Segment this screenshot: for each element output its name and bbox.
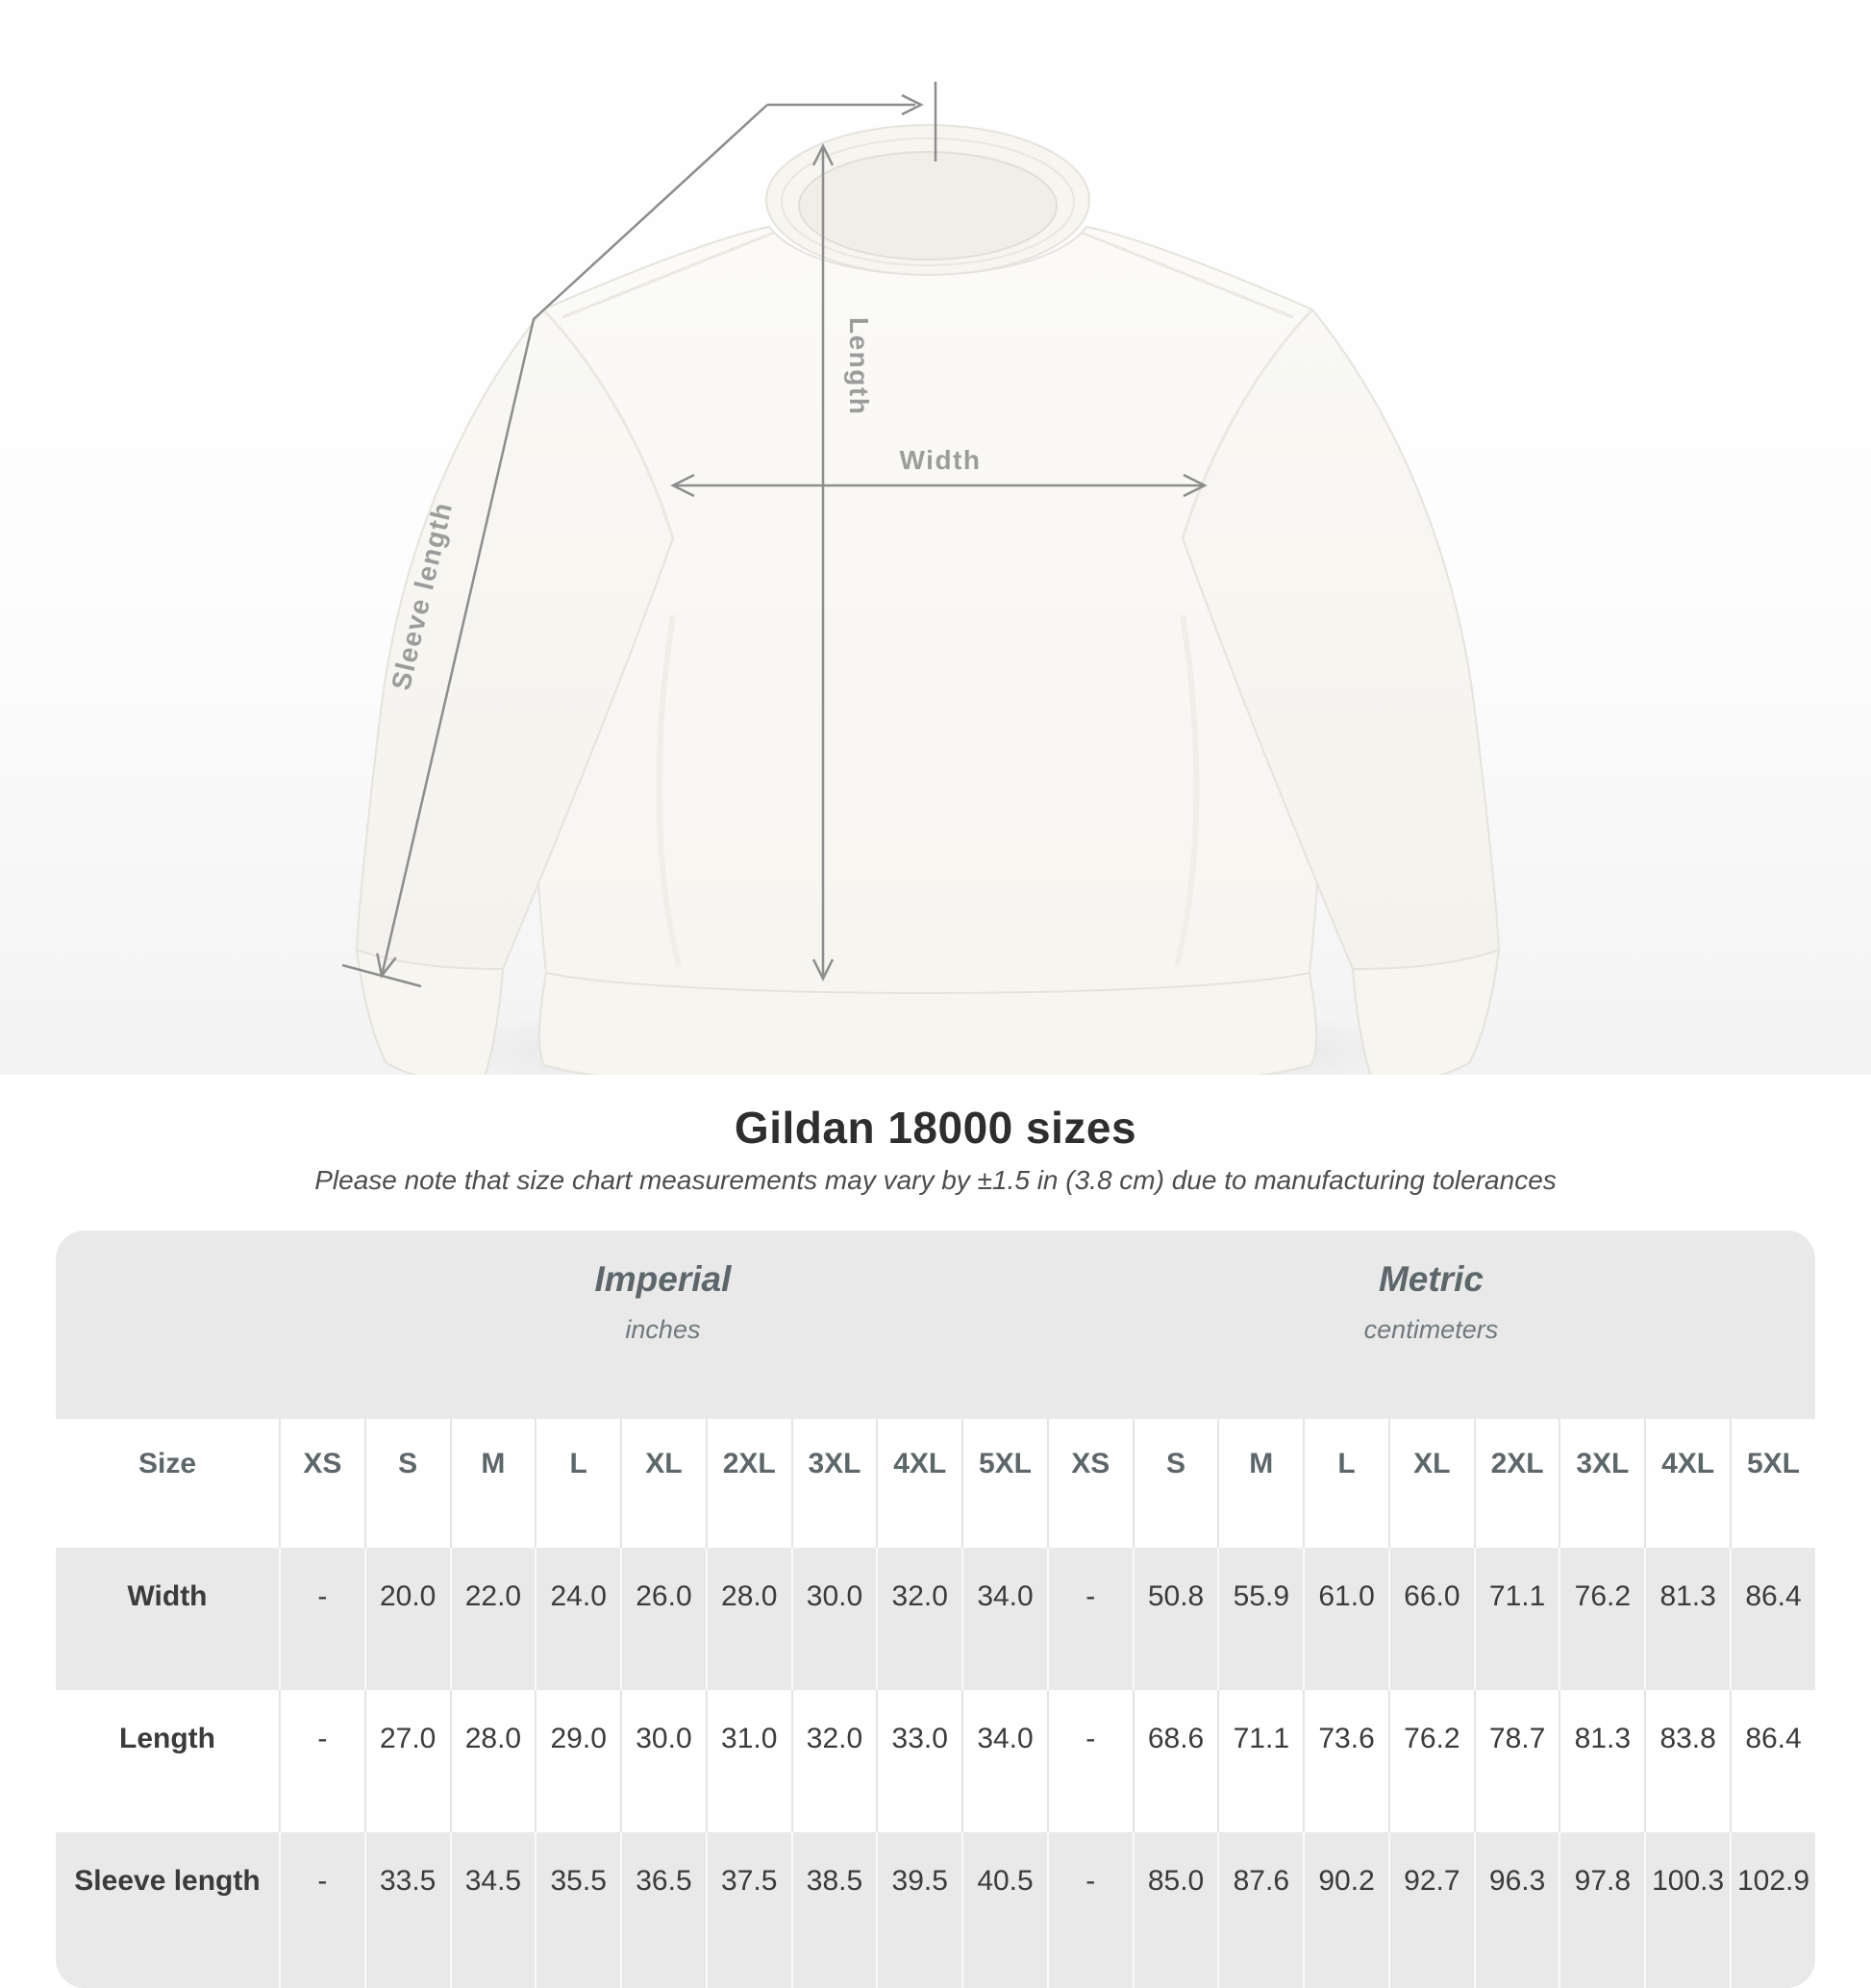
value-cell: 86.4 (1730, 1690, 1815, 1832)
value-cell: - (279, 1690, 364, 1832)
unit-group-row (56, 1230, 1815, 1419)
row-label: Length (56, 1690, 279, 1832)
sleeve-length-annotation-label: Sleeve length (386, 498, 459, 693)
value-cell: 32.0 (791, 1690, 877, 1832)
value-cell: 34.0 (961, 1690, 1047, 1832)
corner-cell (56, 1230, 279, 1419)
value-cell: - (279, 1832, 364, 1988)
value-cell: 76.2 (1559, 1548, 1644, 1690)
value-cell: 29.0 (535, 1690, 620, 1832)
value-cell: - (1047, 1548, 1133, 1690)
width-annotation-label: Width (899, 445, 982, 475)
value-cell: - (279, 1548, 364, 1690)
value-cell: 35.5 (535, 1832, 620, 1988)
value-cell: 32.0 (876, 1548, 961, 1690)
value-cell: 78.7 (1474, 1690, 1559, 1832)
size-cell: 3XL (1559, 1419, 1644, 1548)
value-cell: 90.2 (1303, 1832, 1388, 1988)
page-title: Gildan 18000 sizes (734, 1103, 1137, 1153)
size-cell: M (1217, 1419, 1303, 1548)
size-cell: XS (1047, 1419, 1133, 1548)
value-cell: 50.8 (1133, 1548, 1218, 1690)
size-cell: S (364, 1419, 450, 1548)
metric-group-header (1047, 1230, 1815, 1419)
imperial-group-header (279, 1230, 1047, 1419)
value-cell: 22.0 (450, 1548, 536, 1690)
value-cell: 81.3 (1644, 1548, 1730, 1690)
value-cell: 68.6 (1133, 1690, 1218, 1832)
size-cell: XS (279, 1419, 364, 1548)
sleeve-length-row (56, 1832, 1815, 1988)
left-cuff (357, 950, 503, 1075)
value-cell: 36.5 (620, 1832, 706, 1988)
imperial-unit-label: inches (625, 1315, 701, 1344)
value-cell: 102.9 (1730, 1832, 1815, 1988)
size-cell: L (1303, 1419, 1388, 1548)
length-annotation-label: Length (844, 317, 874, 416)
value-cell: - (1047, 1832, 1133, 1988)
size-cell: 4XL (876, 1419, 961, 1548)
value-cell: 100.3 (1644, 1832, 1730, 1988)
length-row (56, 1690, 1815, 1832)
value-cell: 24.0 (535, 1548, 620, 1690)
metric-unit-label: centimeters (1363, 1315, 1499, 1344)
width-row (56, 1548, 1815, 1690)
right-cuff (1353, 950, 1499, 1075)
neck-opening (799, 152, 1057, 260)
size-header-row (56, 1419, 1815, 1548)
value-cell: 96.3 (1474, 1832, 1559, 1988)
size-cell: M (450, 1419, 536, 1548)
value-cell: 55.9 (1217, 1548, 1303, 1690)
size-cell: L (535, 1419, 620, 1548)
value-cell: 73.6 (1303, 1690, 1388, 1832)
value-cell: 61.0 (1303, 1548, 1388, 1690)
value-cell: 27.0 (364, 1690, 450, 1832)
value-cell: 38.5 (791, 1832, 877, 1988)
value-cell: 33.5 (364, 1832, 450, 1988)
size-cell: XL (620, 1419, 706, 1548)
imperial-label: Imperial (594, 1259, 732, 1299)
size-chart-card (56, 1230, 1815, 1988)
row-label: Width (56, 1548, 279, 1690)
value-cell: - (1047, 1690, 1133, 1832)
size-cell: 4XL (1644, 1419, 1730, 1548)
value-cell: 34.5 (450, 1832, 536, 1988)
value-cell: 33.0 (876, 1690, 961, 1832)
value-cell: 87.6 (1217, 1832, 1303, 1988)
value-cell: 34.0 (961, 1548, 1047, 1690)
size-cell: 2XL (1474, 1419, 1559, 1548)
value-cell: 30.0 (791, 1548, 877, 1690)
metric-label: Metric (1378, 1259, 1484, 1299)
value-cell: 28.0 (450, 1690, 536, 1832)
value-cell: 66.0 (1388, 1548, 1474, 1690)
value-cell: 37.5 (706, 1832, 791, 1988)
size-cell: 2XL (706, 1419, 791, 1548)
value-cell: 83.8 (1644, 1690, 1730, 1832)
size-column-header: Size (56, 1419, 279, 1548)
value-cell: 30.0 (620, 1690, 706, 1832)
size-cell: 5XL (1730, 1419, 1815, 1548)
value-cell: 28.0 (706, 1548, 791, 1690)
value-cell: 20.0 (364, 1548, 450, 1690)
value-cell: 85.0 (1133, 1832, 1218, 1988)
value-cell: 39.5 (876, 1832, 961, 1988)
value-cell: 92.7 (1388, 1832, 1474, 1988)
tolerance-note: Please note that size chart measurements may vary by ±1.5 in (3.8 cm) due to manufacturing tolerances (314, 1165, 1557, 1195)
value-cell: 76.2 (1388, 1690, 1474, 1832)
size-cell: S (1133, 1419, 1218, 1548)
value-cell: 71.1 (1217, 1690, 1303, 1832)
row-label: Sleeve length (56, 1832, 279, 1988)
value-cell: 81.3 (1559, 1690, 1644, 1832)
value-cell: 26.0 (620, 1548, 706, 1690)
value-cell: 71.1 (1474, 1548, 1559, 1690)
size-cell: 3XL (791, 1419, 877, 1548)
size-chart-table (56, 1230, 1815, 1988)
sweatshirt-body (529, 227, 1326, 1075)
size-cell: 5XL (961, 1419, 1047, 1548)
value-cell: 97.8 (1559, 1832, 1644, 1988)
value-cell: 40.5 (961, 1832, 1047, 1988)
value-cell: 86.4 (1730, 1548, 1815, 1690)
size-cell: XL (1388, 1419, 1474, 1548)
value-cell: 31.0 (706, 1690, 791, 1832)
